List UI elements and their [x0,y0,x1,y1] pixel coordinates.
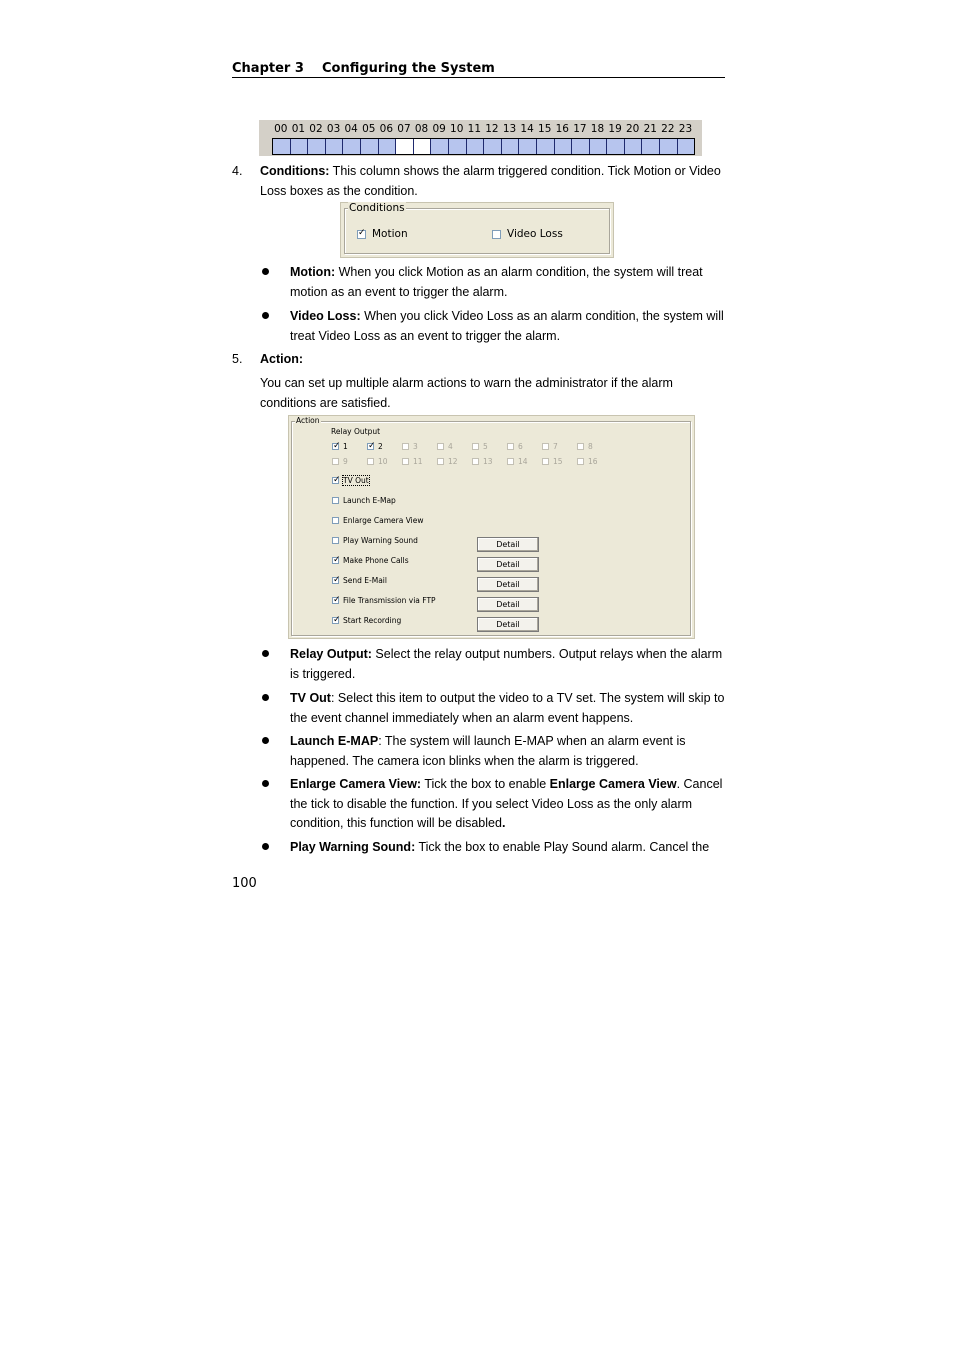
checkbox-box[interactable] [492,230,501,239]
bullet-desc: Tick the box to enable [421,777,550,791]
bullet-desc: When you click Video Loss as an alarm condition, the system will treat Video Loss as an event to trigger the alarm. [290,309,724,343]
action-heading: Action: [260,352,304,366]
checkbox-box[interactable] [367,443,374,450]
conditions-term: Conditions: [260,164,330,178]
checkbox-box[interactable] [472,458,479,465]
hour-label: 01 [291,123,306,135]
hour-cell[interactable] [502,139,520,154]
hour-label: 04 [344,123,358,135]
hour-label: 16 [555,123,569,135]
checkbox-box[interactable] [507,458,514,465]
bullet-term-inline: Enlarge Camera View [549,777,677,791]
conditions-paragraph [260,162,725,201]
action-option-label: Make Phone Calls [343,556,409,565]
hour-label: 21 [643,123,657,135]
hour-cell[interactable] [343,139,361,154]
hour-cell[interactable] [467,139,485,154]
action-option-checkbox[interactable] [332,556,409,565]
relay-label: 6 [518,442,523,451]
bullet-icon [262,843,269,850]
bullet-icon [262,650,269,657]
checkbox-box[interactable] [332,443,339,450]
relay-checkbox[interactable] [542,457,563,466]
action-option-label: File Transmission via FTP [343,596,436,605]
action-option-checkbox[interactable] [332,576,387,585]
action-option-label: Start Recording [343,616,402,625]
hour-label: 22 [661,123,675,135]
chapter-header: Chapter 3 Configuring the System [232,61,725,78]
list-number: 4. [232,164,243,178]
hour-cell[interactable] [326,139,344,154]
hour-cell[interactable] [572,139,590,154]
detail-button[interactable]: Detail [477,557,539,572]
bullet-icon [262,694,269,701]
checkbox-box[interactable] [332,597,339,604]
hour-cell[interactable] [431,139,449,154]
hour-cell[interactable] [519,139,537,154]
action-option-checkbox[interactable] [332,596,436,605]
bullet-play-warning-sound [290,838,730,858]
checkbox-box[interactable] [402,443,409,450]
relay-checkbox[interactable] [472,457,493,466]
relay-label: 7 [553,442,558,451]
relay-checkbox[interactable] [332,457,348,466]
bullet-icon [262,268,269,275]
action-option-label: Play Warning Sound [343,536,418,545]
hour-label: 03 [326,123,341,135]
bullet-enlarge-camera-view [290,775,725,834]
bullet-term: Play Warning Sound: [290,840,416,854]
checkbox-box[interactable] [332,517,339,524]
hour-label: 11 [467,123,482,135]
hour-label: 06 [379,123,394,135]
relay-label: 14 [518,457,528,466]
relay-checkbox[interactable] [542,442,558,451]
hour-cells [272,138,695,155]
bullet-term: TV Out [290,691,331,705]
bullet-desc: When you click Motion as an alarm condition, the system will treat motion as an event to trigger the alarm. [290,265,703,299]
relay-checkbox[interactable] [437,457,458,466]
relay-label: 2 [378,442,383,451]
hour-label: 10 [450,123,464,135]
hour-label: 13 [502,123,517,135]
checkbox-box[interactable] [437,443,444,450]
hour-labels [272,123,694,135]
checkbox-box[interactable] [332,477,339,484]
hour-schedule-strip [259,120,702,156]
relay-output-legend: Relay Output [331,427,381,436]
hour-label: 09 [432,123,446,135]
checkbox-box[interactable] [542,443,549,450]
relay-label: 5 [483,442,488,451]
action-option-label: TV Out [343,476,369,485]
bullet-desc: Tick the box to enable Play Sound alarm. Cancel the [415,840,710,854]
relay-label: 10 [378,457,388,466]
hour-cell[interactable] [660,139,678,154]
hour-label: 15 [538,123,552,135]
bullet-video-loss [290,307,725,346]
relay-checkbox[interactable] [402,442,418,451]
relay-label: 4 [448,442,453,451]
relay-label: 11 [413,457,423,466]
checkbox-box[interactable] [332,497,339,504]
action-legend: Action [296,416,320,425]
relay-checkbox[interactable] [402,457,423,466]
relay-checkbox[interactable] [507,457,528,466]
hour-cell[interactable] [414,139,432,154]
hour-label: 08 [414,123,429,135]
relay-label: 9 [343,457,348,466]
conditions-legend: Conditions [349,202,405,214]
relay-checkbox[interactable] [367,442,383,451]
detail-button[interactable]: Detail [477,537,539,552]
hour-cell[interactable] [590,139,608,154]
list-number: 5. [232,352,243,366]
detail-button[interactable]: Detail [477,617,539,632]
bullet-launch-emap [290,732,725,771]
conditions-panel [340,202,614,258]
relay-label: 16 [588,457,598,466]
checkbox-box[interactable] [332,557,339,564]
checkbox-box[interactable] [332,458,339,465]
page-number: 100 [232,876,257,891]
detail-button[interactable]: Detail [477,597,539,612]
checkbox-box[interactable] [332,537,339,544]
bullet-tv-out [290,689,725,728]
checkbox-box[interactable] [577,443,584,450]
relay-checkbox[interactable] [367,457,388,466]
action-option-label: Send E-Mail [343,576,387,585]
hour-label: 20 [625,123,640,135]
checkbox-box[interactable] [437,458,444,465]
hour-cell[interactable] [642,139,660,154]
action-option-checkbox[interactable] [332,516,424,525]
hour-cell[interactable] [607,139,625,154]
relay-label: 3 [413,442,418,451]
bullet-icon [262,312,269,319]
hour-label: 14 [520,123,534,135]
hour-cell[interactable] [484,139,502,154]
video-loss-label: Video Loss [507,228,563,240]
hour-cell[interactable] [678,139,695,154]
bullet-term: Video Loss: [290,309,361,323]
hour-cell[interactable] [555,139,573,154]
checkbox-box[interactable] [542,458,549,465]
conditions-desc: This column shows the alarm triggered condition. Tick Motion or Video Loss boxes as the condition. [260,164,721,198]
checkbox-box[interactable] [472,443,479,450]
hour-label: 19 [608,123,622,135]
bullet-relay-output [290,645,725,684]
hour-cell[interactable] [537,139,555,154]
bullet-term: Relay Output: [290,647,372,661]
detail-button[interactable]: Detail [477,577,539,592]
checkbox-box[interactable] [507,443,514,450]
action-option-checkbox[interactable] [332,496,396,505]
hour-label: 05 [362,123,376,135]
bullet-desc: : Select this item to output the video to a TV set. The system will skip to the event channel immediately when an alarm event happens. [290,691,725,725]
checkbox-box[interactable] [357,230,366,239]
bullet-term: Launch E-MAP [290,734,379,748]
relay-checkbox[interactable] [332,442,348,451]
bullet-icon [262,737,269,744]
relay-label: 12 [448,457,458,466]
hour-cell[interactable] [361,139,379,154]
relay-label: 13 [483,457,493,466]
checkbox-box[interactable] [367,458,374,465]
checkbox-box[interactable] [577,458,584,465]
relay-checkbox[interactable] [472,442,488,451]
hour-label: 02 [309,123,323,135]
bullet-icon [262,780,269,787]
relay-checkbox[interactable] [577,442,593,451]
action-term [260,350,303,370]
relay-label: 1 [343,442,348,451]
hour-cell[interactable] [379,139,397,154]
hour-label: 18 [590,123,605,135]
bullet-term: Enlarge Camera View: [290,777,422,791]
relay-label: 8 [588,442,593,451]
bullet-desc: Select the relay output numbers. Output relays when the alarm is triggered. [290,647,723,681]
hour-label: 00 [274,123,288,135]
action-option-label: Enlarge Camera View [343,516,424,525]
hour-cell[interactable] [449,139,467,154]
hour-label: 17 [573,123,587,135]
hour-cell[interactable] [291,139,309,154]
hour-cell[interactable] [625,139,643,154]
hour-label: 12 [485,123,499,135]
motion-checkbox[interactable] [357,228,408,240]
checkbox-box[interactable] [332,577,339,584]
hour-cell[interactable] [396,139,414,154]
action-option-checkbox[interactable] [332,476,369,485]
action-option-checkbox[interactable] [332,536,418,545]
bullet-term: Motion: [290,265,336,279]
checkbox-box[interactable] [402,458,409,465]
hour-label: 07 [397,123,411,135]
relay-checkbox[interactable] [437,442,453,451]
relay-label: 15 [553,457,563,466]
relay-checkbox[interactable] [577,457,598,466]
action-panel [288,415,695,639]
action-option-label: Launch E-Map [343,496,396,505]
bullet-motion [290,263,725,302]
action-option-checkbox[interactable] [332,616,401,625]
video-loss-checkbox[interactable] [492,228,563,240]
bullet-desc-cont: . Cancel the tick to disable the function. If you select Video Loss as the only alarm condition, this function will be disabled [290,777,723,830]
motion-label: Motion [372,228,408,240]
checkbox-box[interactable] [332,617,339,624]
hour-cell[interactable] [273,139,291,154]
bullet-desc: : The system will launch E-MAP when an alarm event is happened. The camera icon blinks when the alarm is triggered. [290,734,686,768]
hour-label: 23 [678,123,693,135]
relay-checkbox[interactable] [507,442,523,451]
hour-cell[interactable] [308,139,326,154]
bullet-period: . [501,816,506,830]
action-paragraph: You can set up multiple alarm actions to warn the administrator if the alarm conditions are satisfied. [260,376,673,410]
